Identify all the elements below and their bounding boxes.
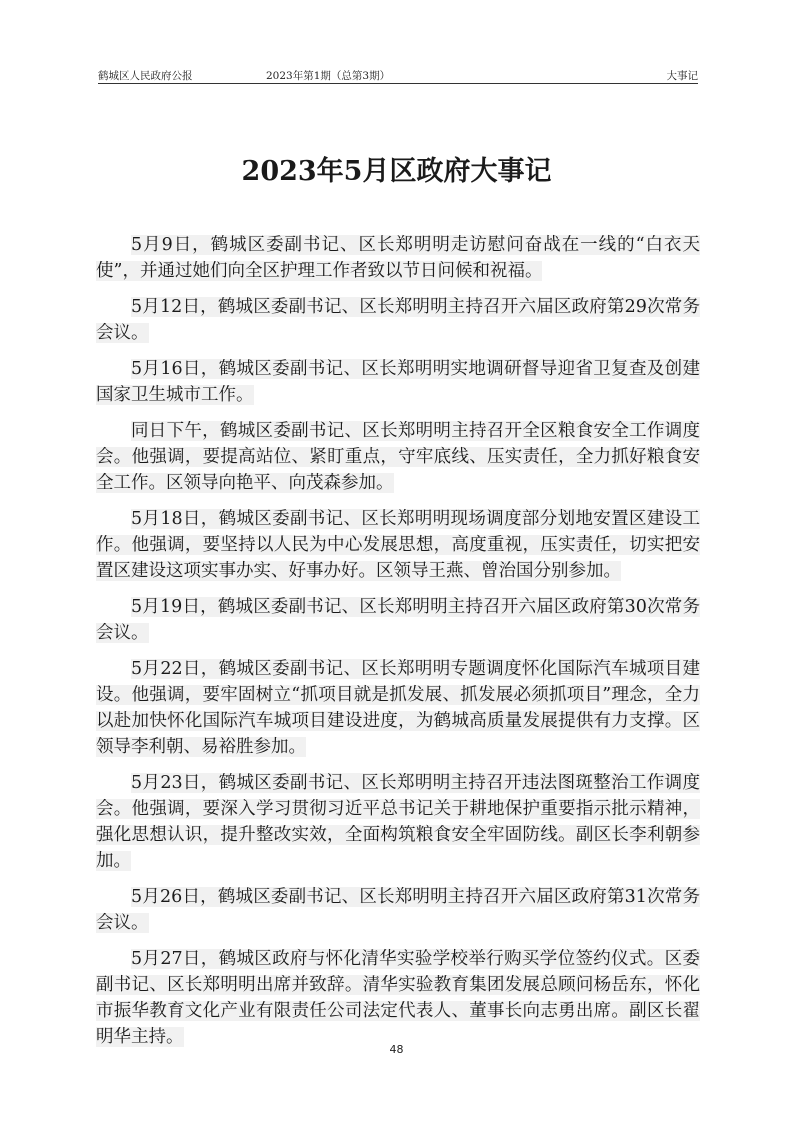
event-entry (96, 232, 700, 284)
event-text: 5月23日，鹤城区委副书记、区长郑明明主持召开违法图斑整治工作调度会。他强调，要深入学习贯彻习近平总书记关于耕地保护重要指示批示精神，强化思想认识，提升整改实效，全面构筑粮食安全牢固防线。副区长李利朝参加。 (96, 773, 700, 871)
document-body (96, 232, 700, 1060)
event-text: 5月12日，鹤城区委副书记、区长郑明明主持召开六届区政府第29次常务会议。 (96, 297, 700, 343)
event-text: 5月27日，鹤城区政府与怀化清华实验学校举行购买学位签约仪式。区委副书记、区长郑明明出席并致辞。清华实验教育集团发展总顾问杨岳东，怀化市振华教育文化产业有限责任公司法定代表人、董事长向志勇出席。副区长翟明华主持。 (96, 949, 700, 1047)
header-rule (98, 83, 698, 84)
event-text: 5月16日，鹤城区委副书记、区长郑明明实地调研督导迎省卫复查及创建国家卫生城市工作。 (96, 359, 700, 405)
section-label: 大事记 (666, 70, 698, 82)
event-entry (96, 356, 700, 408)
event-entry (96, 946, 700, 1050)
event-entry (96, 418, 700, 496)
event-entry (96, 294, 700, 346)
event-text: 5月19日，鹤城区委副书记、区长郑明明主持召开六届区政府第30次常务会议。 (96, 597, 700, 643)
event-text: 5月9日，鹤城区委副书记、区长郑明明走访慰问奋战在一线的“白衣天使”，并通过她们向全区护理工作者致以节日问候和祝福。 (96, 235, 700, 281)
event-entry (96, 656, 700, 760)
event-entry (96, 770, 700, 874)
publication-name: 鹤城区人民政府公报 (98, 70, 193, 82)
event-entry (96, 506, 700, 584)
event-text: 5月26日，鹤城区委副书记、区长郑明明主持召开六届区政府第31次常务会议。 (96, 887, 700, 933)
event-text: 同日下午，鹤城区委副书记、区长郑明明主持召开全区粮食安全工作调度会。他强调，要提高站位、紧盯重点，守牢底线、压实责任，全力抓好粮食安全工作。区领导向艳平、向茂森参加。 (96, 421, 700, 493)
event-text: 5月22日，鹤城区委副书记、区长郑明明专题调度怀化国际汽车城项目建设。他强调，要牢固树立“抓项目就是抓发展、抓发展必须抓项目”理念，全力以赴加快怀化国际汽车城项目建设进度，为鹤城高质量发展提供有力支撑。区领导李利朝、易裕胜参加。 (96, 659, 700, 757)
page-number: 48 (389, 1043, 404, 1056)
event-text: 5月18日，鹤城区委副书记、区长郑明明现场调度部分划地安置区建设工作。他强调，要坚持以人民为中心发展思想，高度重视，压实责任，切实把安置区建设这项实事办实、好事办好。区领导王燕、曾治国分别参加。 (96, 509, 700, 581)
page-title: 2023年5月区政府大事记 (241, 156, 552, 187)
event-entry (96, 884, 700, 936)
event-entry (96, 594, 700, 646)
issue-label: 2023年第1期（总第3期） (266, 70, 391, 82)
